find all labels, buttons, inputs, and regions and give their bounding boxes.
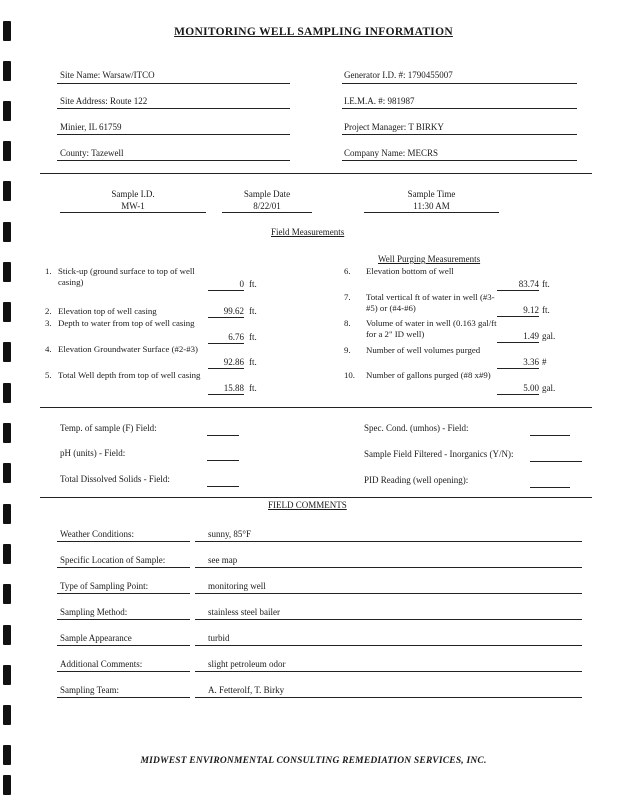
value-line	[208, 394, 244, 395]
comment-label-line	[57, 567, 190, 568]
company-line	[342, 160, 577, 161]
item-value: 3.36	[523, 357, 539, 367]
binding-mark	[3, 383, 11, 403]
ph-field-label: pH (units) - Field:	[60, 448, 126, 458]
pid-reading-line[interactable]	[530, 487, 570, 488]
spec-cond-label: Spec. Cond. (umhos) - Field:	[364, 423, 469, 433]
item-text: Elevation top of well casing	[58, 306, 157, 316]
item-value: 6.76	[228, 332, 244, 342]
value-line	[497, 342, 539, 343]
binding-mark	[3, 181, 11, 201]
item-text: Depth to water from top of well casing	[58, 318, 195, 328]
comment-label: Sample Appearance	[60, 633, 132, 643]
item-unit: ft.	[542, 279, 550, 289]
iema-line	[342, 108, 577, 109]
binding-mark	[3, 262, 11, 282]
comment-value: monitoring well	[208, 581, 266, 591]
page-title: MONITORING WELL SAMPLING INFORMATION	[174, 26, 453, 38]
binding-mark	[3, 423, 11, 443]
sample-date-label: Sample Date	[243, 189, 291, 199]
item-value: 92.86	[223, 357, 244, 367]
item-unit: ft.	[249, 357, 257, 367]
binding-mark	[3, 463, 11, 483]
item-value: 9.12	[523, 305, 539, 315]
item-text: Volume of water in well (0.163 gal/ft for a 2" ID well)	[366, 318, 497, 339]
comment-label: Sampling Team:	[60, 685, 119, 695]
comment-value-line	[195, 567, 582, 568]
sample-id-label: Sample I.D.	[111, 189, 155, 199]
value-line	[497, 316, 539, 317]
binding-mark	[3, 625, 11, 645]
field-comments-heading: FIELD COMMENTS	[268, 500, 347, 510]
item-unit: ft.	[249, 383, 257, 393]
item-number: 1.	[45, 266, 52, 276]
comment-value: see map	[208, 555, 238, 565]
item-text: Total Well depth from top of well casing	[58, 370, 201, 380]
value-line	[497, 394, 539, 395]
binding-mark	[3, 504, 11, 524]
item-text: Total vertical ft of water in well (#3-#5) or (#4-#6)	[366, 292, 495, 313]
well-purging-heading: Well Purging Measurements	[378, 254, 481, 264]
comment-label-line	[57, 619, 190, 620]
city-line	[57, 134, 290, 135]
value-line	[208, 368, 244, 369]
site-address: Site Address: Route 122	[60, 96, 148, 106]
binding-mark	[3, 222, 11, 242]
comment-label-line	[57, 645, 190, 646]
sample-time-line	[364, 212, 499, 213]
comment-value-line	[195, 619, 582, 620]
item-number: 3.	[45, 318, 52, 328]
binding-mark	[3, 61, 11, 81]
field-measurements-heading: Field Measurements	[271, 227, 345, 237]
tds-field-line[interactable]	[207, 486, 239, 487]
generator-id-line	[342, 83, 577, 84]
comment-label: Type of Sampling Point:	[60, 581, 149, 591]
item-number: 6.	[344, 266, 351, 276]
county-line	[57, 160, 290, 161]
item-value: 0	[239, 279, 244, 289]
temp-field-label: Temp. of sample (F) Field:	[60, 423, 157, 433]
ph-field-line[interactable]	[207, 460, 239, 461]
temp-field-line[interactable]	[207, 435, 239, 436]
sample-id-value: MW-1	[121, 201, 145, 211]
item-text: Stick-up (ground surface to top of well casing)	[58, 266, 195, 287]
binding-mark	[3, 775, 11, 795]
item-value: 5.00	[523, 383, 539, 393]
site-name: Site Name: Warsaw/ITCO	[60, 70, 155, 80]
item-number: 5.	[45, 370, 52, 380]
binding-mark	[3, 584, 11, 604]
project-manager-line	[342, 134, 577, 135]
generator-id: Generator I.D. #: 1790455007	[344, 70, 453, 80]
comment-value-line	[195, 697, 582, 698]
sample-date-value: 8/22/01	[253, 201, 281, 211]
section-divider	[40, 407, 592, 408]
value-line	[208, 317, 244, 318]
item-unit: gal.	[542, 383, 556, 393]
filtered-line[interactable]	[530, 461, 582, 462]
comment-value-line	[195, 645, 582, 646]
value-line	[208, 343, 244, 344]
section-divider	[40, 173, 592, 174]
tds-field-label: Total Dissolved Solids - Field:	[60, 474, 170, 484]
comment-value-line	[195, 541, 582, 542]
item-number: 4.	[45, 344, 52, 354]
comment-label: Specific Location of Sample:	[60, 555, 166, 565]
item-number: 9.	[344, 345, 351, 355]
item-unit: #	[542, 357, 547, 367]
item-text: Number of gallons purged (#8 x#9)	[366, 370, 491, 380]
binding-mark	[3, 302, 11, 322]
comment-label-line	[57, 541, 190, 542]
item-text: Elevation Groundwater Surface (#2-#3)	[58, 344, 198, 354]
comment-label-line	[57, 697, 190, 698]
filtered-label: Sample Field Filtered - Inorganics (Y/N):	[364, 449, 514, 459]
item-unit: ft.	[249, 332, 257, 342]
spec-cond-line[interactable]	[530, 435, 570, 436]
site-address-line	[57, 108, 290, 109]
binding-mark	[3, 101, 11, 121]
iema-number: I.E.M.A. #: 981987	[344, 96, 415, 106]
binding-mark	[3, 141, 11, 161]
item-value: 1.49	[523, 331, 539, 341]
item-value: 83.74	[518, 279, 539, 289]
binding-mark	[3, 665, 11, 685]
item-number: 8.	[344, 318, 351, 328]
comment-value: stainless steel bailer	[208, 607, 280, 617]
site-name-line	[57, 83, 290, 84]
comment-value-line	[195, 593, 582, 594]
company-name: Company Name: MECRS	[344, 148, 438, 158]
comment-value: turbid	[208, 633, 230, 643]
item-unit: ft.	[249, 306, 257, 316]
sample-time-label: Sample Time	[407, 189, 456, 199]
project-manager: Project Manager: T BIRKY	[344, 122, 444, 132]
item-number: 2.	[45, 306, 52, 316]
item-unit: ft.	[249, 279, 257, 289]
comment-label: Weather Conditions:	[60, 529, 135, 539]
binding-mark	[3, 342, 11, 362]
binding-mark	[3, 705, 11, 725]
county: County: Tazewell	[60, 148, 124, 158]
section-divider	[40, 497, 592, 498]
footer-company: MIDWEST ENVIRONMENTAL CONSULTING REMEDIATION SERVICES, INC.	[140, 756, 487, 766]
sample-date-line	[222, 212, 312, 213]
comment-value: sunny, 85°F	[208, 529, 252, 539]
comment-value-line	[195, 671, 582, 672]
comment-label-line	[57, 671, 190, 672]
comment-label-line	[57, 593, 190, 594]
item-text: Elevation bottom of well	[366, 266, 454, 276]
pid-reading-label: PID Reading (well opening):	[364, 475, 469, 485]
sample-id-line	[60, 212, 206, 213]
item-number: 10.	[344, 370, 355, 380]
value-line	[497, 290, 539, 291]
item-text: Number of well volumes purged	[366, 345, 481, 355]
item-unit: gal.	[542, 331, 556, 341]
comment-label: Additional Comments:	[60, 659, 143, 669]
comment-value: slight petroleum odor	[208, 659, 286, 669]
item-number: 7.	[344, 292, 351, 302]
item-unit: ft.	[542, 305, 550, 315]
comment-value: A. Fetterolf, T. Birky	[208, 685, 285, 695]
binding-mark	[3, 544, 11, 564]
comment-label: Sampling Method:	[60, 607, 128, 617]
value-line	[208, 290, 244, 291]
value-line	[497, 368, 539, 369]
city-state-zip: Minier, IL 61759	[60, 122, 122, 132]
sample-time-value: 11:30 AM	[413, 201, 450, 211]
item-value: 15.88	[223, 383, 244, 393]
item-value: 99.62	[223, 306, 244, 316]
